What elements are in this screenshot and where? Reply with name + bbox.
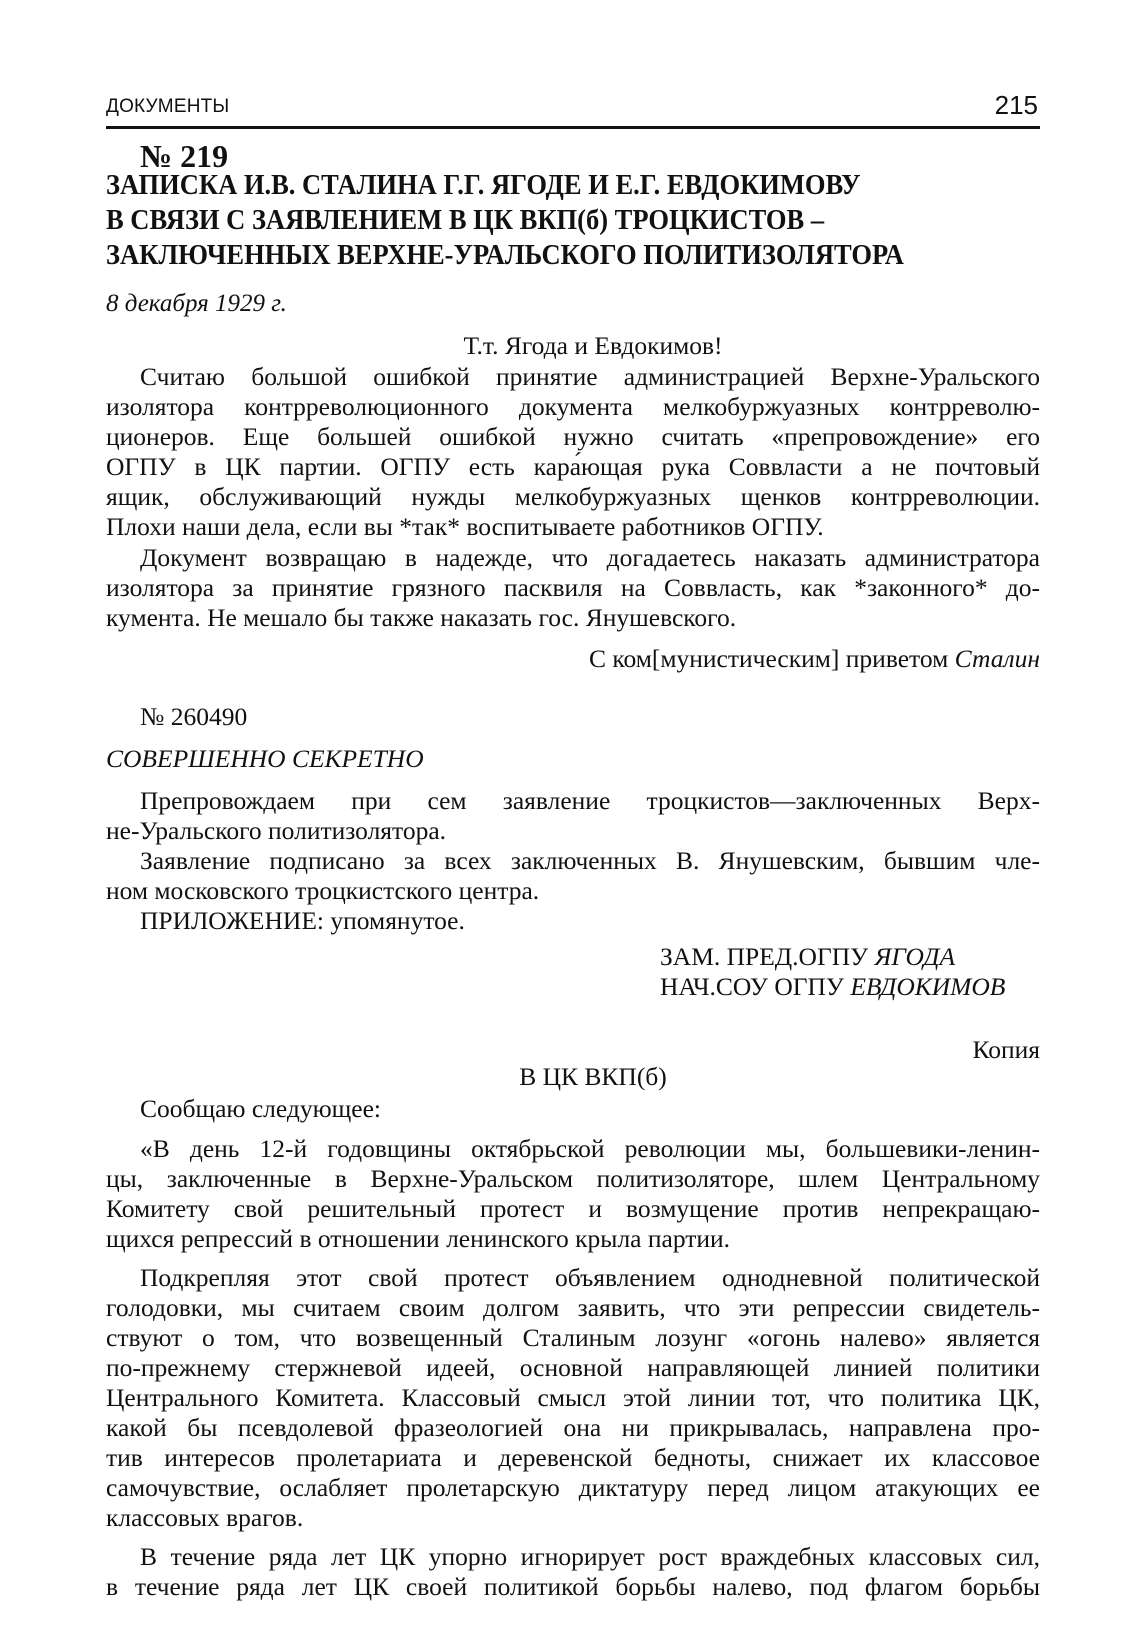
- document-number: № 219: [140, 138, 229, 174]
- running-head: [106, 92, 1040, 129]
- page-number: 215: [994, 90, 1038, 120]
- signatory-position: НАЧ.СОУ ОГПУ: [660, 972, 844, 1001]
- statement-line: в течение ряда лет ЦК своей политикой борьбы налево, под флагом борьбы: [106, 1572, 1040, 1601]
- statement-intro: Сообщаю следующее:: [140, 1094, 382, 1123]
- note-line: изолятора контрреволюционного документа мелкобуржуазных контрреволю-: [106, 392, 1040, 421]
- document-title-line-3: ЗАКЛЮЧЕННЫХ ВЕРХНЕ-УРАЛЬСКОГО ПОЛИТИЗОЛЯТОРА: [106, 240, 904, 271]
- statement-line: Комитету свой решительный протест и возмущение против непрекращаю-: [106, 1194, 1040, 1223]
- signature-stalin: Сталин: [954, 644, 1040, 673]
- note-line: ционеров. Еще большей ошибкой нужно считать «препровождение» его: [106, 422, 1040, 451]
- statement-line: самочувствие, ослабляет пролетарскую диктатуру перед лицом атакующих ее: [106, 1473, 1040, 1502]
- attachment-label: ПРИЛОЖЕНИЕ:: [140, 906, 325, 935]
- signatory-name: ЯГОДА: [874, 942, 956, 971]
- note-line: ОГПУ в ЦК партии. ОГПУ есть кара́ющая рука Соввласти а не почтовый: [106, 452, 1040, 481]
- statement-line: В течение ряда лет ЦК упорно игнорирует рост враждебных классовых сил,: [140, 1542, 1040, 1571]
- document-title-line-1: ЗАПИСКА И.В. СТАЛИНА Г.Г. ЯГОДЕ И Е.Г. ЕВДОКИМОВУ: [106, 170, 861, 201]
- statement-line: голодовки, мы считаем своим долгом заявить, что эти репрессии свидетель-: [106, 1293, 1040, 1322]
- note-line: ящик, обслуживающий нужды мелкобуржуазных щенков контрреволюции.: [106, 482, 1040, 511]
- statement-line: классовых врагов.: [106, 1503, 304, 1532]
- salutation: Т.т. Ягода и Евдокимов!: [463, 331, 723, 360]
- cover-line: не-Уральского политизолятора.: [106, 816, 447, 845]
- document-title-line-2: В СВЯЗИ С ЗАЯВЛЕНИЕМ В ЦК ВКП(б) ТРОЦКИСТОВ –: [106, 205, 825, 236]
- note-line: Считаю большой ошибкой принятие администрацией Верхне-Уральского: [140, 362, 1040, 391]
- copy-mark: Копия: [972, 1035, 1040, 1064]
- closing-text: С ком[мунистическим] приветом: [588, 644, 949, 673]
- signatory-name: ЕВДОКИМОВ: [850, 972, 1006, 1001]
- note-line: Плохи наши дела, если вы *так* воспитываете работников ОГПУ.: [106, 512, 824, 541]
- note-line: Документ возвращаю в надежде, что догадаетесь наказать администратора: [140, 543, 1040, 572]
- statement-line: Подкрепляя этот свой протест объявлением однодневной политической: [140, 1263, 1040, 1292]
- statement-line: какой бы псевдолевой фразеологией она ни прикрывалась, направлена про-: [106, 1413, 1040, 1442]
- signatory-2: [660, 972, 1040, 1002]
- cover-number: № 260490: [140, 702, 248, 731]
- cover-line: Препровождаем при сем заявление троцкистов—заключенных Верх-: [140, 786, 1040, 815]
- addressee: В ЦК ВКП(б): [519, 1062, 667, 1091]
- statement-line: по-прежнему стержневой идеей, основной направляющей линией политики: [106, 1353, 1040, 1382]
- note-line: кумента. Не мешало бы также наказать гос. Янушевского.: [106, 603, 737, 632]
- classification: СОВЕРШЕННО СЕКРЕТНО: [106, 744, 424, 773]
- closing: [589, 644, 1040, 674]
- attachment-value: упомянутое.: [330, 906, 465, 935]
- attachment-note: [140, 906, 1040, 936]
- statement-line: ствуют о том, что возвещенный Сталиным лозунг «огонь налево» является: [106, 1323, 1040, 1352]
- note-line: изолятора за принятие грязного пасквиля на Соввласть, как *законного* до-: [106, 573, 1040, 602]
- statement-line: цы, заключенные в Верхне-Уральском политизоляторе, шлем Центральному: [106, 1164, 1040, 1193]
- cover-line: Заявление подписано за всех заключенных В. Янушевским, бывшим чле-: [140, 846, 1040, 875]
- signatory-1: [660, 942, 1040, 972]
- section-title: ДОКУМЕНТЫ: [106, 96, 230, 117]
- statement-line: Центрального Комитета. Классовый смысл этой линии тот, что политика ЦК,: [106, 1383, 1040, 1412]
- statement-line: щихся репрессий в отношении ленинского крыла партии.: [106, 1224, 731, 1253]
- statement-line: «В день 12-й годовщины октябрьской революции мы, большевики-ленин-: [140, 1134, 1040, 1163]
- document-date: 8 декабря 1929 г.: [106, 290, 287, 317]
- statement-line: тив интересов пролетариата и деревенской бедноты, снижает их классовое: [106, 1443, 1040, 1472]
- signatory-position: ЗАМ. ПРЕД.ОГПУ: [660, 942, 869, 971]
- cover-line: ном московского троцкистского центра.: [106, 876, 540, 905]
